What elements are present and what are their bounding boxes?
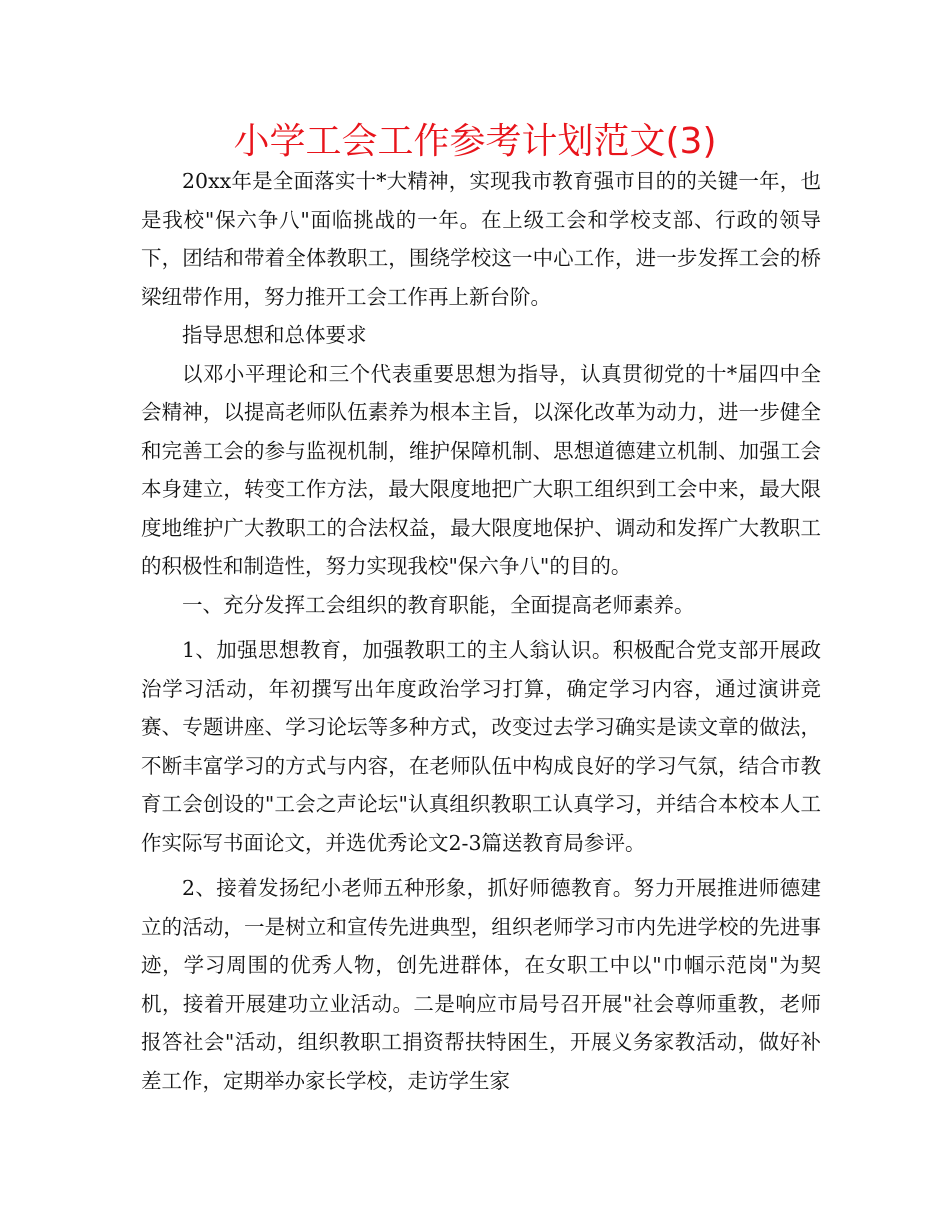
paragraph-item-1: 1、加强思想教育，加强教职工的主人翁认识。积极配合党支部开展政治学习活动，年初撰写出年度政治学习打算，确定学习内容，通过演讲竞赛、专题讲座、学习论坛等多种方式，改变过去学习确实是读文章的做法，不断丰富学习的方式与内容，在老师队伍中构成良好的学习气氛，结合市教育工会创设的"工会之声论坛"认真组织教职工认真学习，并结合本校本人工作实际写书面论文，并选优秀论文2-3篇送教育局参评。 [141,638,821,855]
paragraph-section-one-heading: 一、充分发挥工会组织的教育职能，全面提高老师素养。 [182,592,695,617]
document-title: 小学工会工作参考计划范文(3) [233,121,717,162]
document-body [141,162,821,1100]
paragraph-intro: 20xx年是全面落实十*大精神，实现我市教育强市目的的关键一年，也是我校"保六争八"面临挑战的一年。在上级工会和学校支部、行政的领导下，团结和带着全体教职工，围绕学校这一中心工作，进一步发挥工会的桥梁纽带作用，努力推开工会工作再上新台阶。 [141,169,821,309]
paragraph-heading-guiding-thought: 指导思想和总体要求 [182,323,367,347]
paragraph-item-2: 2、接着发扬纪小老师五种形象，抓好师德教育。努力开展推进师德建立的活动，一是树立和宣传先进典型，组织老师学习市内先进学校的先进事迹，学习周围的优秀人物，创先进群体，在女职工中以"巾帼示范岗"为契机，接着开展建功立业活动。二是响应市局号召开展"社会尊师重教，老师报答社会"活动，组织教职工捐资帮扶特困生，开展义务家教活动，做好补差工作，定期举办家长学校，走访学生家 [141,876,821,1093]
paragraph-guiding-thought: 以邓小平理论和三个代表重要思想为指导，认真贯彻党的十*届四中全会精神，以提高老师队伍素养为根本主旨，以深化改革为动力，进一步健全和完善工会的参与监视机制，维护保障机制、思想道德建立机制、加强工会本身建立，转变工作方法，最大限度地把广大职工组织到工会中来，最大限度地维护广大教职工的合法权益，最大限度地保护、调动和发挥广大教职工的积极性和制造性，努力实现我校"保六争八"的目的。 [141,361,821,578]
